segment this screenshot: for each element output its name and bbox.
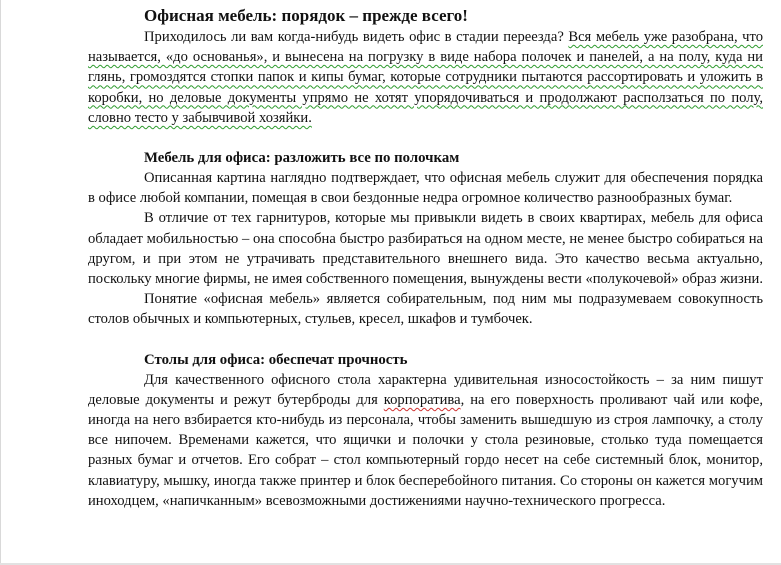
- section-heading-tables: Столы для офиса: обеспечат прочность: [144, 351, 408, 368]
- spacer: [88, 330, 763, 350]
- document-title: Офисная мебель: порядок – прежде всего!: [144, 6, 468, 25]
- spelling-marked-word: корпоратива: [383, 391, 461, 408]
- grammar-marked-text: Вся мебель уже разобрана, что называется, «до основанья», и вынесена на погрузку в виде набора полочек и панелей, а на полу, куда ни глянь, громоздятся стопки папок и кипы бумаг, которые сотрудники пытаются рассортировать и уложить в коробки, но деловые документы упрямо не хотят упорядочиваться и продолжают расползаться по полу, словно тесто у забывчивой хозяйки.: [88, 29, 763, 126]
- paragraph: Описанная картина наглядно подтверждает, что офисная мебель служит для обеспечения порядка в офисе любой компании, помещая в свои бездонные недра огромное количество разнообразных бумаг.: [88, 170, 763, 207]
- paragraph: В отличие от тех гарнитуров, которые мы привыкли видеть в своих квартирах, мебель для офиса обладает мобильностью – она способна быстро разбираться на одном месте, не менее быстро собираться на другом, и при этом не утрачивать представительного внешнего вида. Это качество весьма актуально, поскольку многие фирмы, не имея собственного помещения, вынуждены вести «полукочевой» образ жизни.: [88, 210, 764, 288]
- paragraph-text: Для качественного офисного стола характерна удивительная износостойкость – за ним пишут деловые документы и режут бутерброды для: [88, 371, 763, 408]
- paragraph: [88, 370, 763, 511]
- paragraph-text: , на его поверхность проливают чай или кофе, иногда на него взбирается кто-нибудь из персонала, чтобы заменить вышедшую из строя лампочку, а столу все нипочем. Временами кажется, что ящички и полочки у стола резиновые, столько туда помещается разных бумаг и отчетов. Его собрат – стол компьютерный гордо несет на себе системный блок, монитор, клавиатуру, мышку, иногда также принтер и блок бесперебойного питания. Со стороны он кажется могучим иноходцем, «напичканным» всевозможными достижениями научно-технического прогресса.: [88, 391, 763, 509]
- intro-paragraph: [88, 27, 763, 128]
- section-heading-furniture: Мебель для офиса: разложить все по полочкам: [144, 150, 460, 167]
- intro-text: Приходилось ли вам когда-нибудь видеть офис в стадии переезда?: [144, 29, 569, 45]
- spacer: [88, 128, 763, 148]
- paragraph: Понятие «офисная мебель» является собирательным, под ним мы подразумеваем совокупность столов обычных и компьютерных, стульев, кресел, шкафов и тумбочек.: [88, 291, 763, 328]
- page-edge: [0, 0, 1, 565]
